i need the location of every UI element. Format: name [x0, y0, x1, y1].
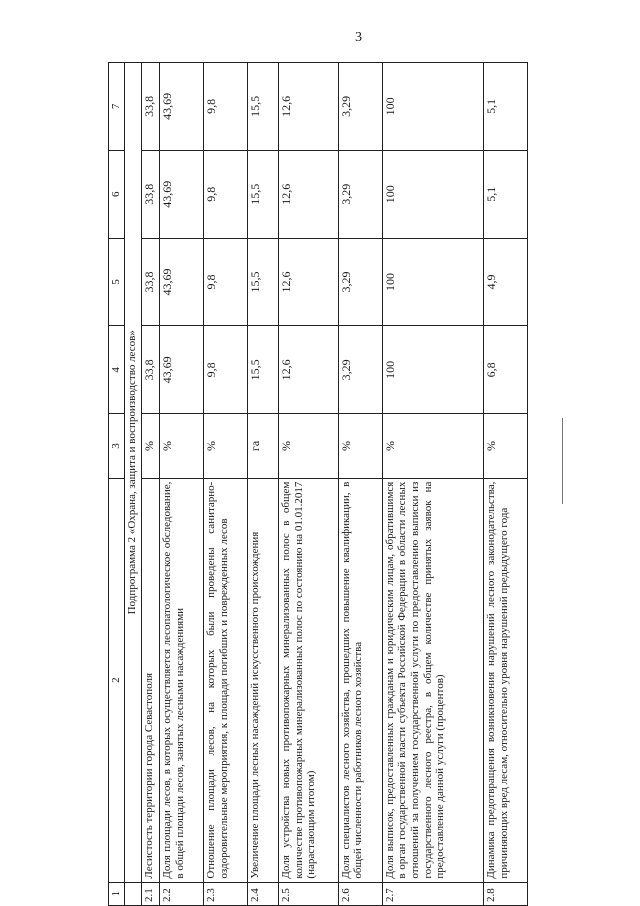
value-col6: 5,1	[483, 150, 527, 238]
value-col6: 100	[382, 150, 483, 238]
rotated-table-wrapper	[108, 62, 528, 906]
value-col7: 33,8	[141, 63, 159, 151]
row-number: 2.7	[382, 882, 483, 905]
value-col7: 3,29	[338, 63, 382, 151]
indicator-name: Лесистость территории города Севастополя	[141, 478, 159, 882]
unit: %	[338, 414, 382, 478]
table-row	[160, 63, 204, 906]
column-header: 5	[109, 238, 125, 326]
page-number: 3	[355, 30, 362, 45]
indicator-name: Доля специалистов лесного хозяйства, прошедших повышение квалификации, в общей численности работников лесного хозяйства	[338, 478, 382, 882]
table-row	[382, 63, 483, 906]
header-row	[109, 63, 125, 906]
row-number: 2.5	[279, 882, 338, 905]
value-col6: 3,29	[338, 150, 382, 238]
unit: %	[279, 414, 338, 478]
column-header: 6	[109, 150, 125, 238]
value-col5: 100	[382, 238, 483, 326]
value-col5: 9,8	[204, 238, 248, 326]
value-col7: 5,1	[483, 63, 527, 151]
unit: га	[248, 414, 279, 478]
value-col5: 15,5	[248, 238, 279, 326]
unit: %	[160, 414, 204, 478]
table-row	[204, 63, 248, 906]
value-col5: 12,6	[279, 238, 338, 326]
value-col5: 4,9	[483, 238, 527, 326]
indicator-name: Динамика предотвращения возникновения нарушений лесного законодательства, причиняющих вред лесам, относительно уровня нарушений предыдущего года	[483, 478, 527, 882]
row-number: 2.8	[483, 882, 527, 905]
row-number: 2.1	[141, 882, 159, 905]
value-col5: 3,29	[338, 238, 382, 326]
indicators-table	[108, 62, 528, 906]
table-row	[248, 63, 279, 906]
column-header: 2	[109, 478, 125, 882]
indicator-name: Отношение площади лесов, на которых были проведены санитарно-оздоровительные мероприятия, к площади погибших и поврежденных лесов	[204, 478, 248, 882]
indicator-name: Доля выписок, предоставленных гражданам и юридическим лицам, обратившимся в орган государственной власти субъекта Российской Федерации в области лесных отношений за получением государственной услуги по предоставлению выписки из государственного лесного реестра, в общем количестве принятых заявок на предоставление данной услуги (процентов)	[382, 478, 483, 882]
subprogram-row	[124, 63, 141, 906]
row-number: 2.4	[248, 882, 279, 905]
value-col4: 33,8	[141, 326, 159, 414]
indicator-name: Увеличение площади лесных насаждений искусственного происхождения	[248, 478, 279, 882]
value-col4: 6,8	[483, 326, 527, 414]
value-col6: 9,8	[204, 150, 248, 238]
value-col5: 33,8	[141, 238, 159, 326]
unit: %	[204, 414, 248, 478]
column-header: 7	[109, 63, 125, 151]
row-number: 2.6	[338, 882, 382, 905]
value-col4: 100	[382, 326, 483, 414]
table-row	[338, 63, 382, 906]
column-header: 4	[109, 326, 125, 414]
value-col4: 9,8	[204, 326, 248, 414]
value-col6: 33,8	[141, 150, 159, 238]
value-col7: 12,6	[279, 63, 338, 151]
value-col6: 43,69	[160, 150, 204, 238]
unit: %	[483, 414, 527, 478]
value-col7: 100	[382, 63, 483, 151]
value-col5: 43,69	[160, 238, 204, 326]
table-row	[279, 63, 338, 906]
value-col4: 43,69	[160, 326, 204, 414]
value-col6: 12,6	[279, 150, 338, 238]
unit: %	[382, 414, 483, 478]
value-col4: 3,29	[338, 326, 382, 414]
subprogram-title: Подпрограмма 2 «Охрана, защита и воспроизводство лесов»	[124, 63, 141, 883]
column-header: 3	[109, 414, 125, 478]
unit: %	[141, 414, 159, 478]
row-number: 2.2	[160, 882, 204, 905]
indicator-name: Доля площади лесов, в которых осуществляется лесопатологическое обследование, в общей площади лесов, занятых лесными насаждениями	[160, 478, 204, 882]
table-row	[141, 63, 159, 906]
table-row	[483, 63, 527, 906]
value-col7: 9,8	[204, 63, 248, 151]
value-col7: 43,69	[160, 63, 204, 151]
margin-mark	[562, 418, 563, 504]
row-number: 2.3	[204, 882, 248, 905]
value-col4: 12,6	[279, 326, 338, 414]
value-col7: 15,5	[248, 63, 279, 151]
indicator-name: Доля устройства новых противопожарных минерализованных полос в общем количестве противопожарных минерализованных полос по состоянию на 01.01.2017 (нарастающим итогом)	[279, 478, 338, 882]
value-col4: 15,5	[248, 326, 279, 414]
value-col6: 15,5	[248, 150, 279, 238]
column-header: 1	[109, 882, 125, 905]
